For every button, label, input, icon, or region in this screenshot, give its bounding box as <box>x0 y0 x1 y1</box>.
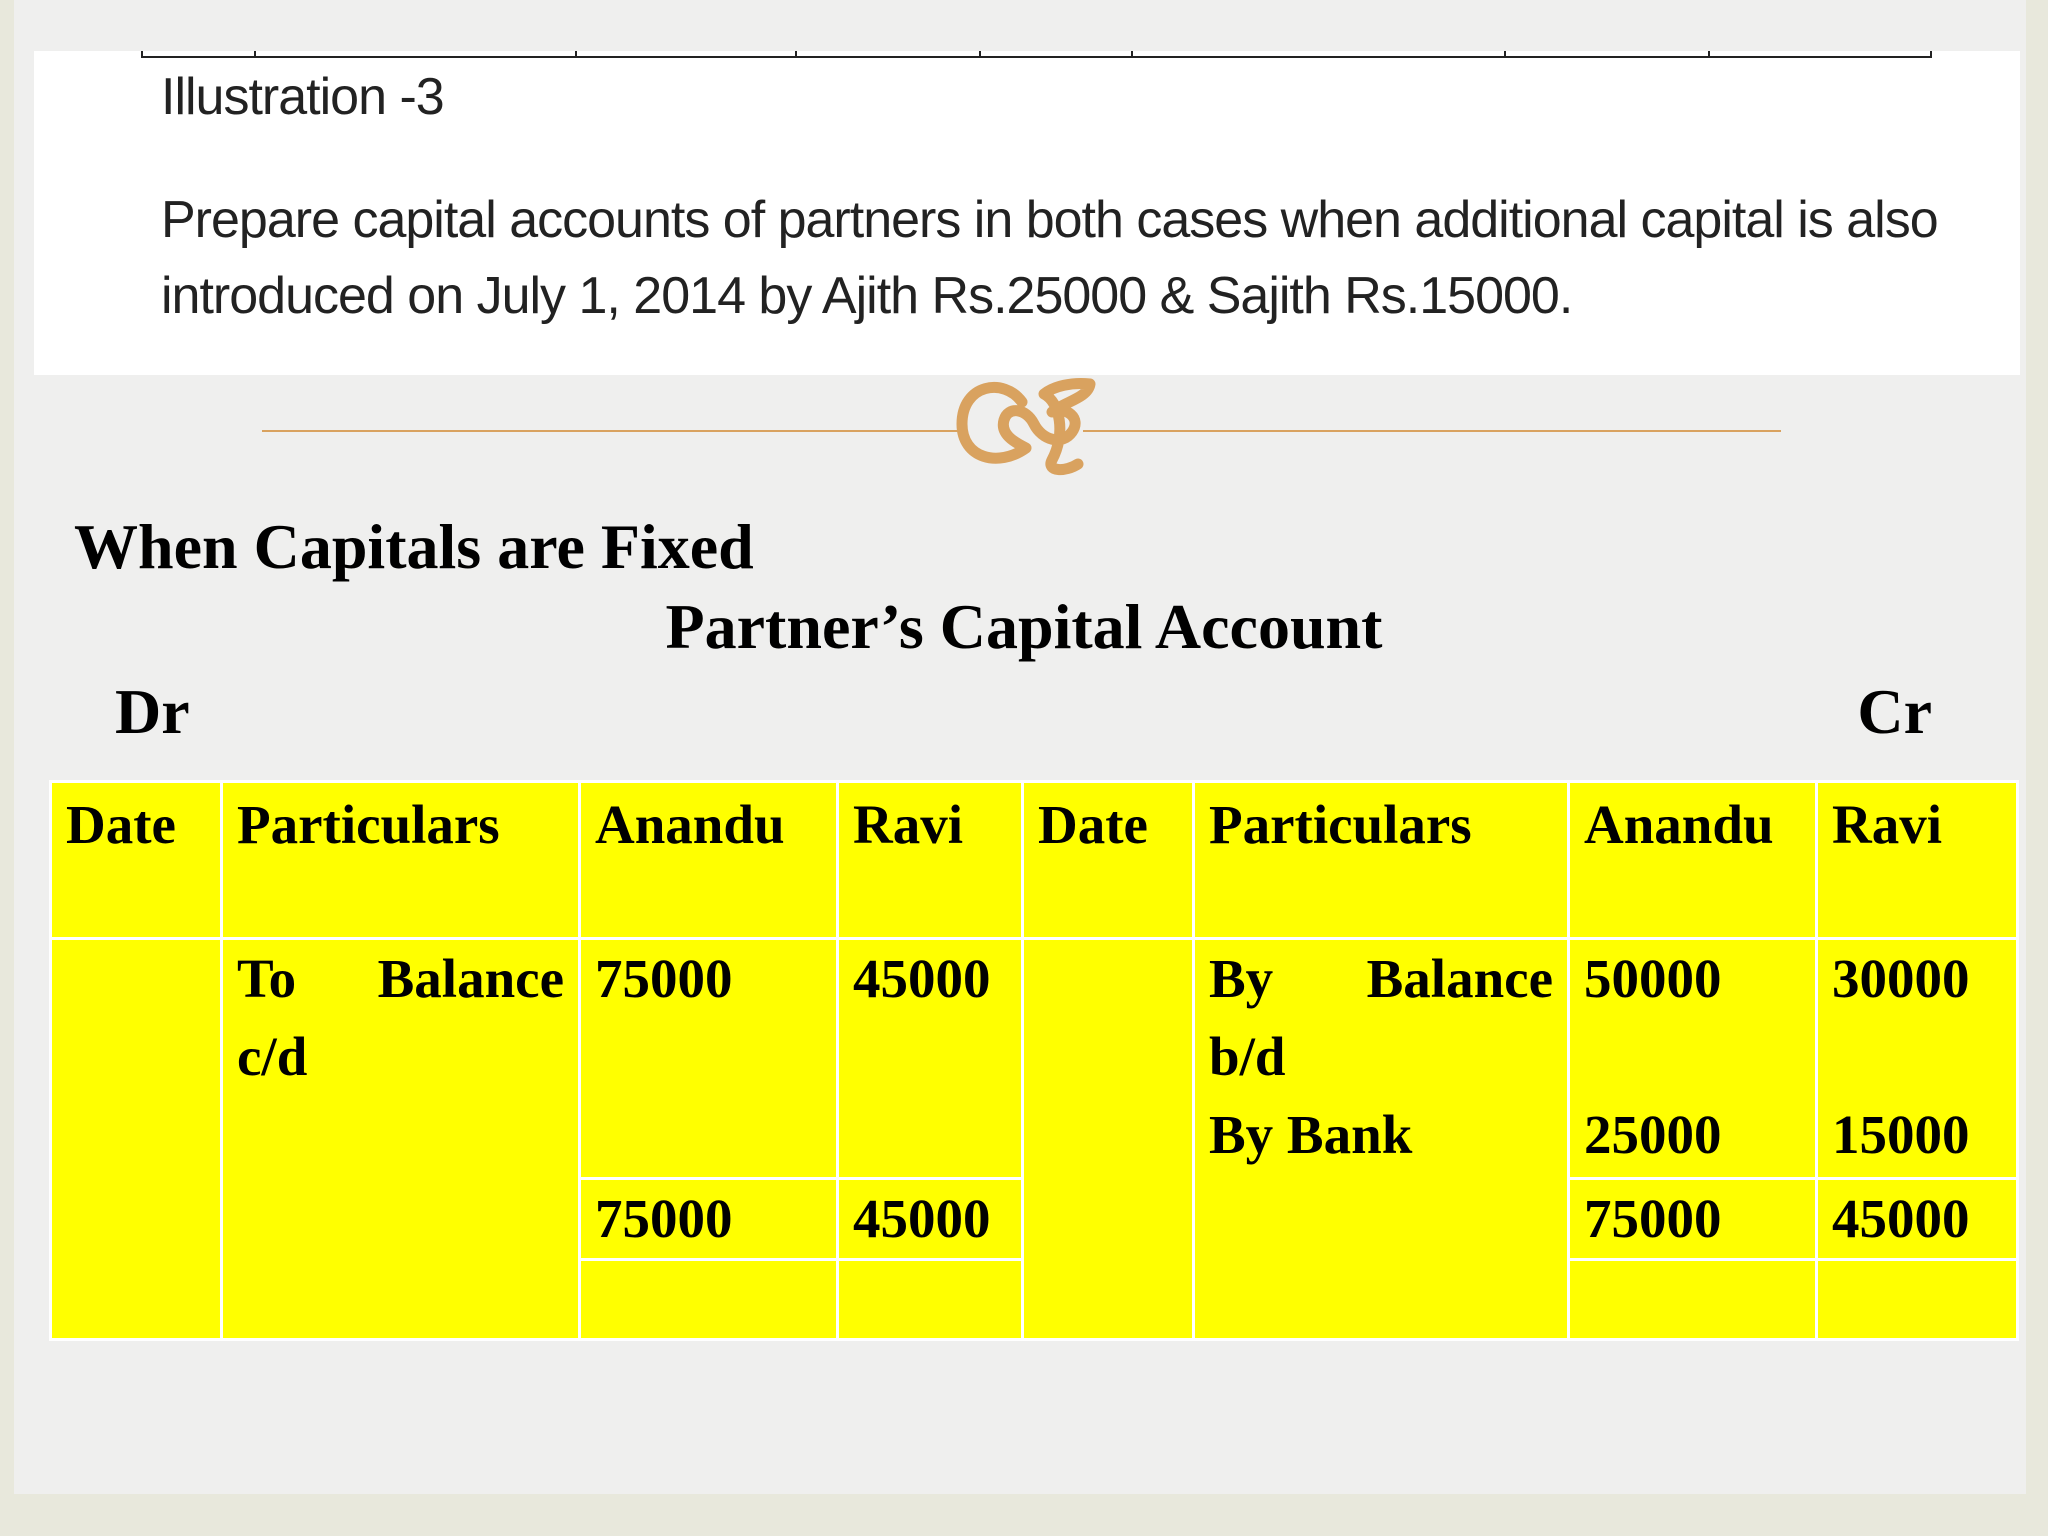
empty-cell <box>1817 1260 2018 1340</box>
credit-ravi-amount: 30000 <box>1832 948 1970 1009</box>
rule-tick <box>1131 51 1133 57</box>
empty-cell <box>1569 1260 1817 1340</box>
illustration-card <box>34 51 2020 375</box>
debit-particular-word: To <box>237 948 297 1009</box>
credit-anandu-amount: 50000 <box>1584 948 1722 1009</box>
header-cell: Date <box>51 782 222 939</box>
empty-cell <box>838 1260 1023 1340</box>
rule-tick <box>1504 51 1506 57</box>
credit-particular-line: By Bank <box>1209 1104 1413 1165</box>
debit-particular-word: Balance <box>377 948 564 1009</box>
credit-particular-word: Balance <box>1366 948 1553 1009</box>
header-cell: Ravi <box>838 782 1023 939</box>
credit-ravi-total: 45000 <box>1817 1179 2018 1260</box>
credit-particular-line: b/d <box>1209 1026 1286 1087</box>
credit-ravi-spacer <box>1832 1018 2002 1096</box>
table-top-rule <box>141 51 1932 58</box>
credit-anandu-cell <box>1569 939 1817 1179</box>
debit-date-cell <box>51 939 222 1340</box>
rule-tick <box>1708 51 1710 57</box>
debit-anandu-amount: 75000 <box>595 948 733 1009</box>
rule-tick <box>1930 51 1932 57</box>
debit-anandu-total: 75000 <box>580 1179 838 1260</box>
ornament-line-right <box>1083 430 1781 432</box>
capital-account-table <box>49 780 2019 1341</box>
header-cell: Date <box>1023 782 1194 939</box>
empty-cell <box>580 1260 838 1340</box>
header-row <box>51 782 2018 939</box>
debit-ravi-total: 45000 <box>838 1179 1023 1260</box>
cr-label: Cr <box>1857 676 1932 747</box>
account-title: Partner’s Capital Account <box>665 591 1383 662</box>
illustration-title: Illustration -3 <box>161 68 444 126</box>
credit-anandu-spacer <box>1584 1018 1801 1096</box>
header-cell: Anandu <box>580 782 838 939</box>
debit-particulars-cell <box>222 939 580 1340</box>
dr-label: Dr <box>115 676 190 747</box>
credit-particulars-cell <box>1194 939 1569 1340</box>
debit-ravi-cell <box>838 939 1023 1179</box>
credit-date-cell <box>1023 939 1194 1340</box>
entry-row <box>51 939 2018 1179</box>
header-cell: Ravi <box>1817 782 2018 939</box>
credit-ravi-amount: 15000 <box>1832 1104 1970 1165</box>
credit-anandu-amount: 25000 <box>1584 1104 1722 1165</box>
rule-tick <box>795 51 797 57</box>
ornament-line-left <box>262 430 967 432</box>
section-title: When Capitals are Fixed <box>74 511 754 582</box>
rule-tick <box>254 51 256 57</box>
credit-ravi-cell <box>1817 939 2018 1179</box>
rule-tick <box>141 51 143 57</box>
header-cell: Anandu <box>1569 782 1817 939</box>
header-cell: Particulars <box>222 782 580 939</box>
illustration-text: Prepare capital accounts of partners in both cases when additional capital is also introduced on July 1, 2014 by Ajith Rs.25000 & Sajith Rs.15000. <box>161 191 1938 325</box>
rule-tick <box>979 51 981 57</box>
debit-ravi-amount: 45000 <box>853 948 991 1009</box>
credit-anandu-total: 75000 <box>1569 1179 1817 1260</box>
credit-particular-word: By <box>1209 948 1274 1009</box>
debit-anandu-cell <box>580 939 838 1179</box>
rule-tick <box>575 51 577 57</box>
debit-particular-line: c/d <box>237 1026 308 1087</box>
curl-ornament-icon <box>954 372 1099 477</box>
header-cell: Particulars <box>1194 782 1569 939</box>
